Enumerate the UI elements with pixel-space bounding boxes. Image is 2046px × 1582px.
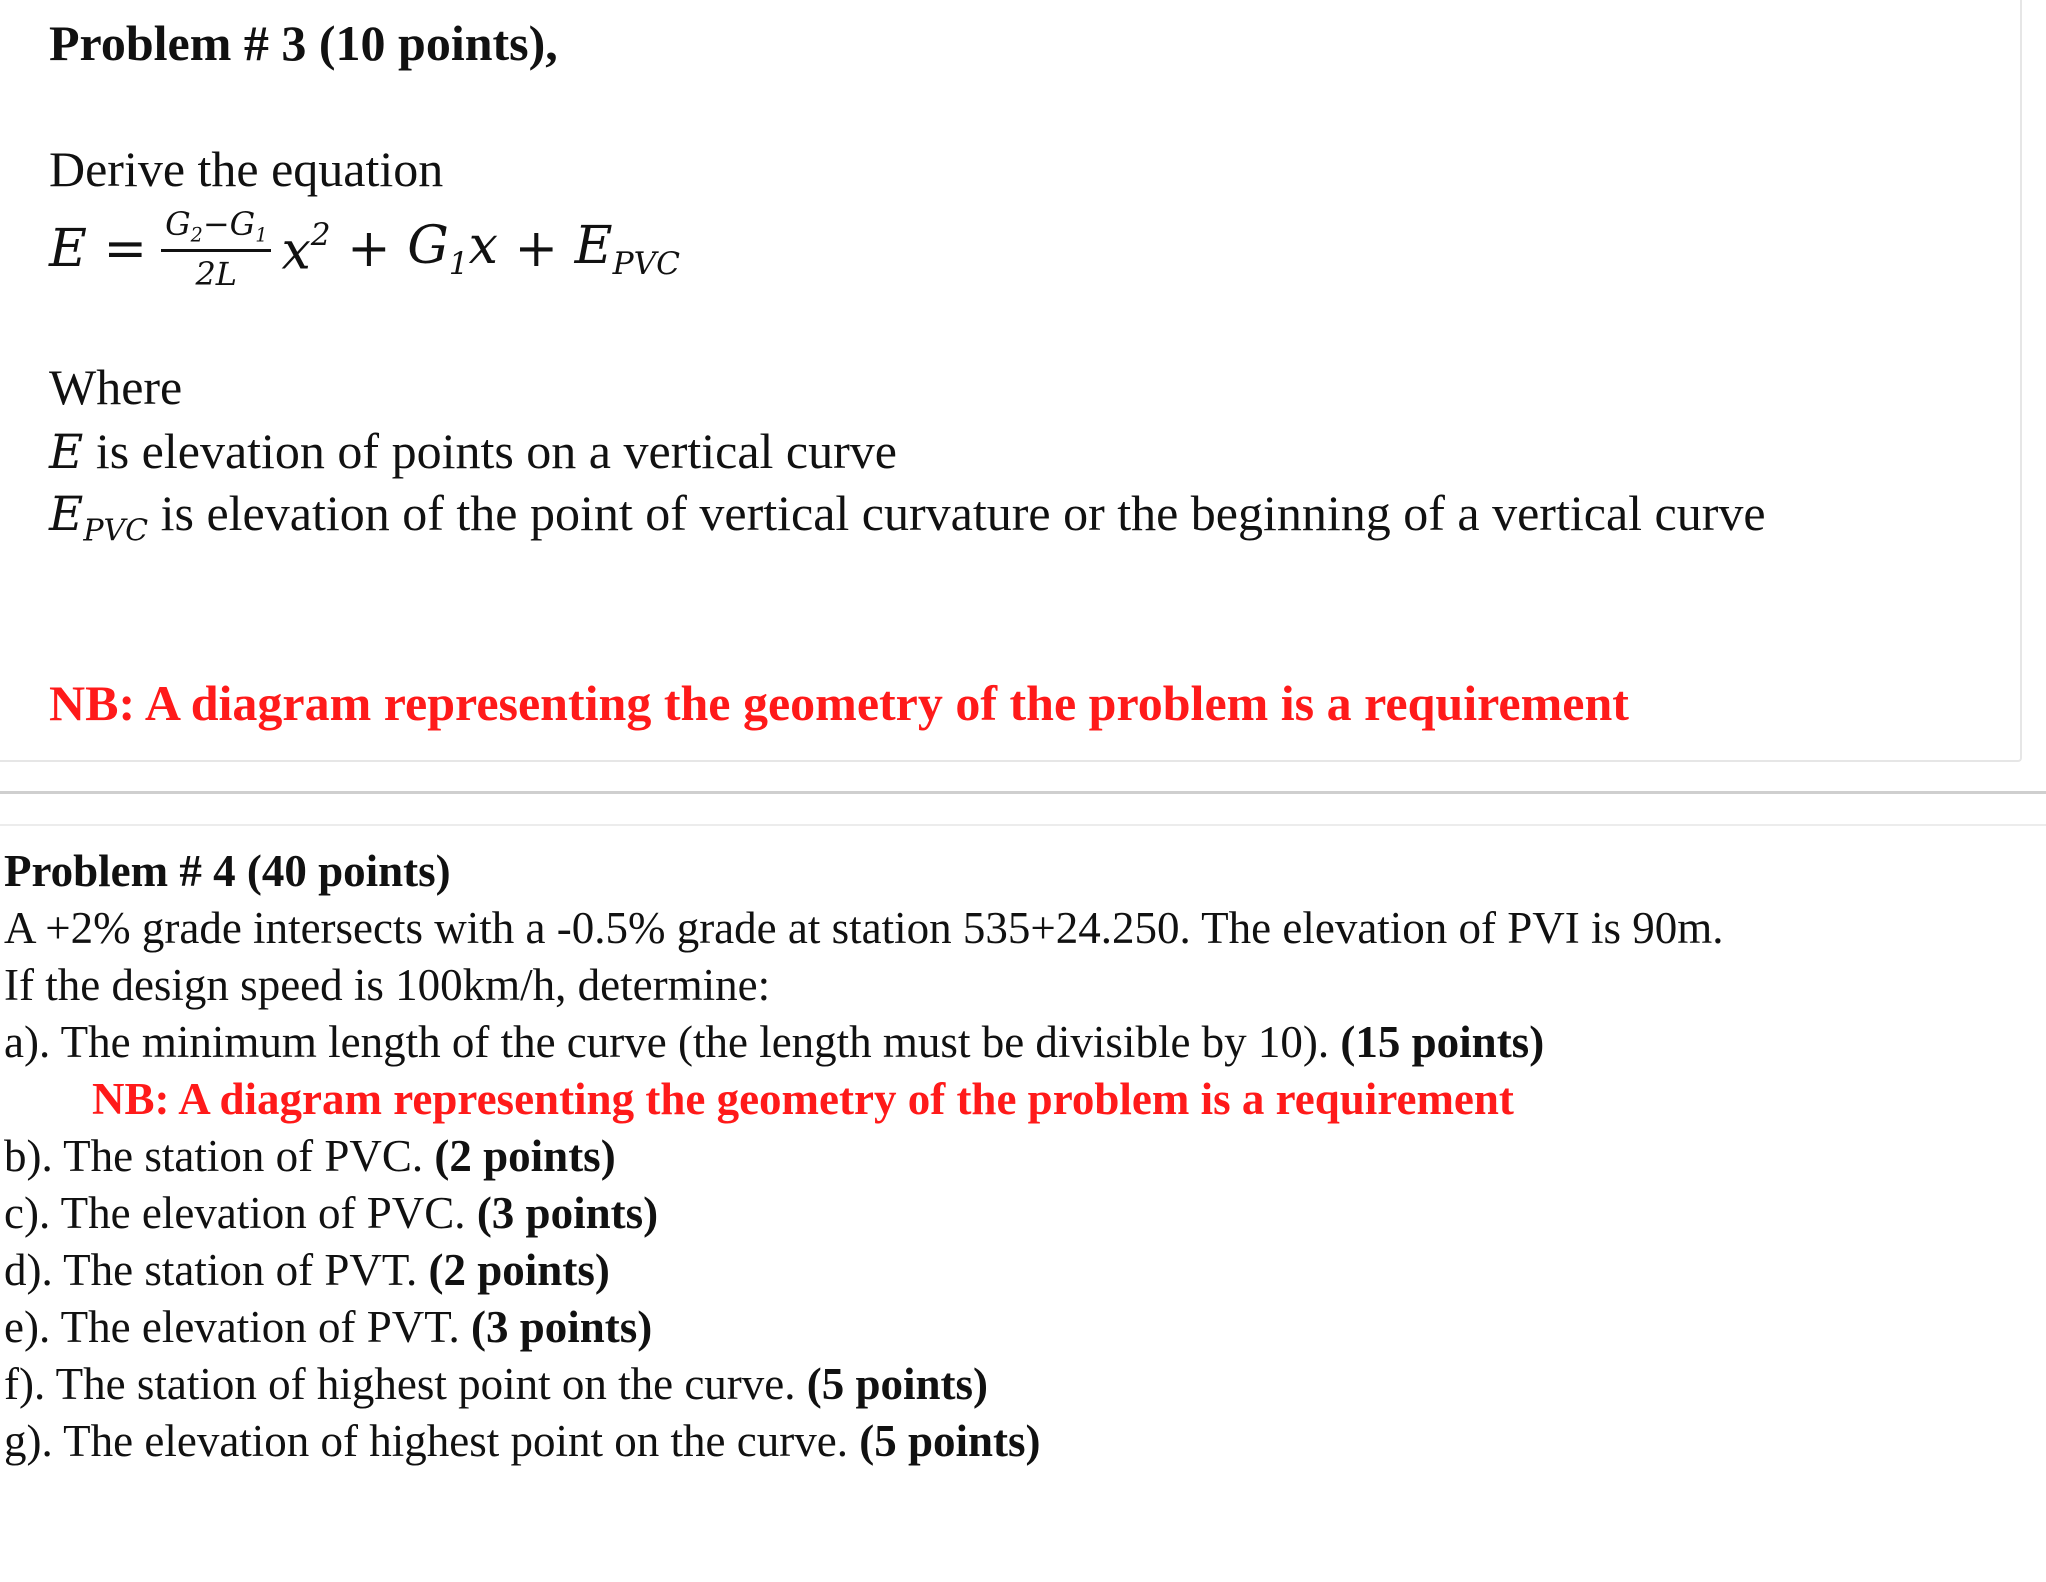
numerator-minus: − — [202, 205, 230, 243]
item-c-text: c). The elevation of PVC. — [4, 1188, 477, 1238]
item-g-points: (5 points) — [859, 1416, 1041, 1466]
G1-symbol: G — [407, 216, 449, 276]
item-d-points: (2 points) — [428, 1245, 610, 1295]
numerator-G2-subscript: 2 — [190, 223, 203, 247]
Epvc-subscript: PVC — [612, 245, 680, 282]
item-e-points: (3 points) — [470, 1302, 653, 1352]
equation-Epvc — [575, 216, 680, 282]
item-b-points: (2 points) — [434, 1131, 616, 1181]
definition-E-text: is elevation of points on a vertical curve — [83, 423, 897, 479]
item-e-text: e). The elevation of PVT. — [4, 1302, 471, 1352]
definition-E — [49, 422, 897, 480]
problem-4-item-c — [4, 1187, 658, 1239]
definition-Epvc — [49, 484, 1766, 549]
definition-E-symbol: E — [49, 425, 84, 480]
fraction-numerator — [161, 205, 271, 252]
fraction-denominator: 2L — [195, 254, 238, 293]
item-a-text: a). The minimum length of the curve (the length must be divisible by 10). — [4, 1017, 1341, 1067]
vertical-curve-equation — [49, 205, 680, 293]
x-variable: x — [281, 221, 311, 282]
problem-4-item-b — [4, 1130, 616, 1182]
definition-Epvc-subscript: PVC — [83, 513, 149, 549]
numerator-G1: G — [229, 205, 256, 243]
problem-3-title: Problem # 3 (10 points), — [49, 15, 558, 71]
problem-4-title: Problem # 4 (40 points) — [4, 846, 451, 896]
section-divider-light — [0, 824, 2046, 826]
equation-plus-2: + — [497, 218, 575, 279]
where-label: Where — [49, 359, 183, 415]
equation-x-squared — [281, 217, 330, 281]
problem-4-statement-line-2: If the design speed is 100km/h, determine: — [4, 960, 771, 1010]
section-divider — [0, 791, 2046, 794]
problem-4-item-g — [4, 1415, 1040, 1467]
item-a-points: (15 points) — [1340, 1017, 1545, 1067]
item-b-text: b). The station of PVC. — [4, 1131, 435, 1181]
problem-4-item-f — [4, 1358, 988, 1410]
problem-4-item-d — [4, 1244, 610, 1296]
numerator-G1-subscript: 1 — [255, 223, 268, 247]
problem-4-item-a — [4, 1016, 1544, 1068]
item-g-text: g). The elevation of highest point on the curve. — [4, 1416, 860, 1466]
G1-x-variable: x — [468, 216, 498, 276]
definition-Epvc-text: is elevation of the point of vertical curvature or the beginning of a vertical curve — [148, 485, 1766, 541]
problem-3-panel — [0, 0, 2022, 762]
item-f-text: f). The station of highest point on the curve. — [4, 1359, 807, 1409]
item-c-points: (3 points) — [476, 1188, 659, 1238]
equation-fraction — [161, 205, 271, 293]
Epvc-symbol: E — [574, 216, 613, 276]
derive-label: Derive the equation — [49, 141, 444, 197]
equation-plus-1: + — [330, 218, 408, 279]
item-d-text: d). The station of PVT. — [4, 1245, 429, 1295]
problem-4-item-e — [4, 1301, 652, 1353]
item-f-points: (5 points) — [806, 1359, 989, 1409]
problem-4-nb-note: NB: A diagram representing the geometry of the problem is a requirement — [92, 1074, 1514, 1124]
numerator-G2: G — [165, 205, 191, 243]
definition-Epvc-symbol: E — [49, 487, 84, 542]
equation-lhs: E = — [49, 218, 148, 279]
G1-subscript: 1 — [448, 245, 469, 282]
problem-3-nb-note: NB: A diagram representing the geometry of the problem is a requirement — [49, 675, 1629, 731]
x-exponent: 2 — [310, 216, 331, 253]
problem-4-statement-line-1: A +2% grade intersects with a -0.5% grade at station 535+24.250. The elevation of PVI is 90m. — [4, 903, 1724, 953]
equation-G1x — [407, 216, 498, 282]
